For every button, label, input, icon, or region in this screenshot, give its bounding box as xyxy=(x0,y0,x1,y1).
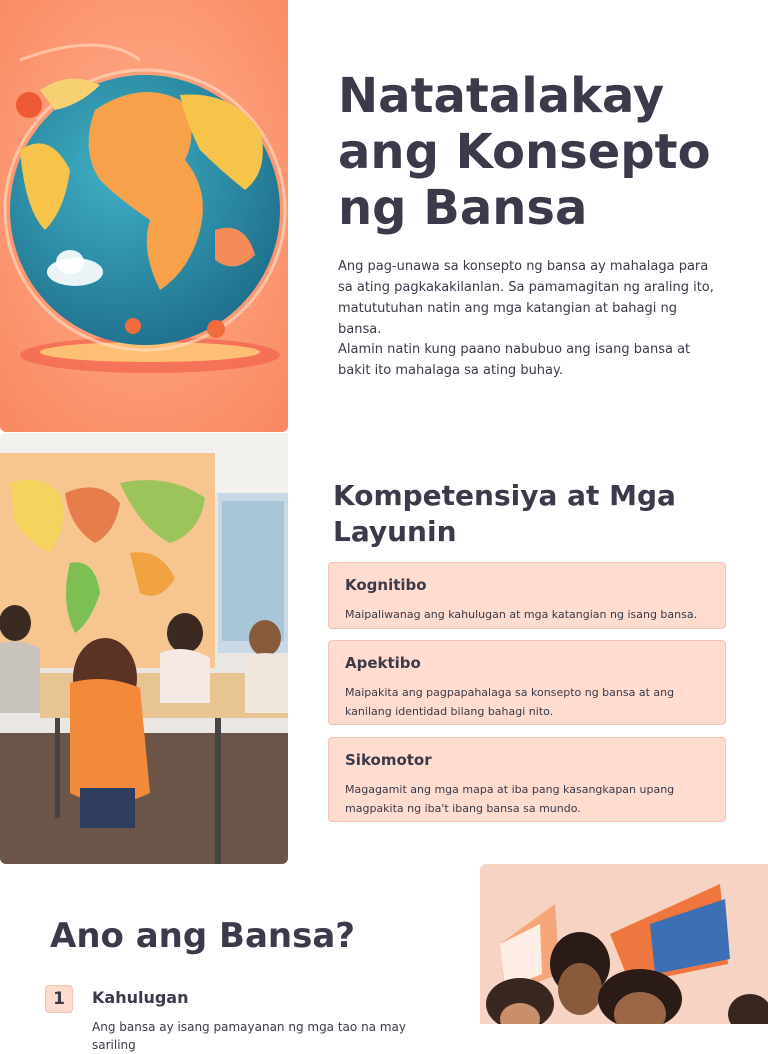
intro-text xyxy=(338,256,718,381)
page-title: Natatalakay ang Konsepto ng Bansa xyxy=(338,68,711,236)
competency-card-sikomotor xyxy=(328,737,726,822)
item-number-badge: 1 xyxy=(45,985,73,1013)
bansa-section-title: Ano ang Bansa? xyxy=(50,916,356,956)
item-description: Ang bansa ay isang pamayanan ng mga tao na may sariling xyxy=(92,1020,406,1052)
competencies-title: Kompetensiya at Mga Layunin xyxy=(333,479,676,548)
card-heading: Kognitibo xyxy=(345,576,427,594)
intro-paragraph: Ang pag-unawa sa konsepto ng bansa ay mahalaga para sa ating pagkakakilanlan. Sa pamamagitan ng araling ito, matututuhan natin ang mga katangian at bahagi ng bansa. xyxy=(338,259,714,337)
competency-card-apektibo xyxy=(328,640,726,725)
competency-card-kognitibo xyxy=(328,562,726,629)
card-heading: Apektibo xyxy=(345,654,421,672)
card-text: Magagamit ang mga mapa at iba pang kasangkapan upang magpakita ng iba't ibang bansa sa mundo. xyxy=(345,783,675,815)
card-heading: Sikomotor xyxy=(345,751,432,769)
item-heading: Kahulugan xyxy=(92,988,189,1007)
globe-illustration xyxy=(0,0,288,432)
classroom-photo xyxy=(0,433,288,864)
card-text: Maipaliwanag ang kahulugan at mga katangian ng isang bansa. xyxy=(345,608,698,621)
students-flags-photo xyxy=(480,864,768,1024)
card-text: Maipakita ang pagpapahalaga sa konsepto ng bansa at ang kanilang identidad bilang bahagi nito. xyxy=(345,686,675,718)
intro-paragraph: Alamin natin kung paano nabubuo ang isang bansa at bakit ito mahalaga sa ating buhay. xyxy=(338,342,691,378)
